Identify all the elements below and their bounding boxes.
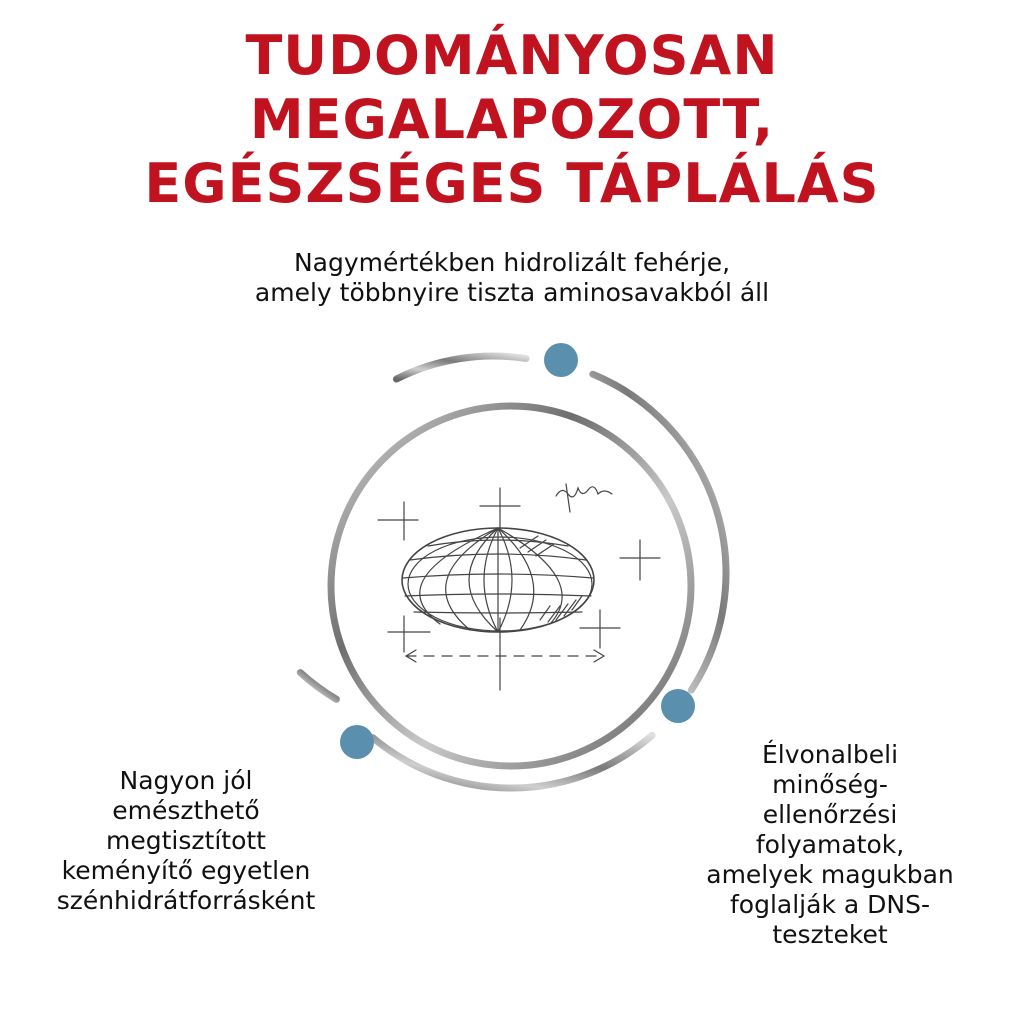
feature-quality-line: ellenőrzési <box>762 800 898 829</box>
kibble-diagram <box>280 330 740 810</box>
marker-right-dot-icon <box>661 689 695 723</box>
page-title <box>0 24 1024 216</box>
marker-left-dot-icon <box>340 725 374 759</box>
feature-starch-line: megtisztított <box>106 826 266 855</box>
feature-quality-line: foglalják a DNS- <box>730 890 930 919</box>
feature-starch-line: emészthető <box>112 796 260 825</box>
feature-protein-line: Nagymértékben hidrolizált fehérje, <box>293 248 731 277</box>
marker-top-dot-icon <box>544 343 578 377</box>
feature-starch-line: keményítő egyetlen <box>61 856 311 885</box>
feature-protein-line: amely többnyire tiszta aminosavakból áll <box>254 278 770 307</box>
feature-protein-text <box>212 248 812 308</box>
title-line-2: EGÉSZSÉGES TÁPLÁLÁS <box>144 152 880 215</box>
outer-ring-arc-right <box>593 374 726 690</box>
inner-ring <box>331 406 691 766</box>
outer-ring-arc-top <box>397 356 527 379</box>
feature-quality-line: amelyek magukban <box>706 860 954 889</box>
feature-starch-line: Nagyon jól <box>119 766 253 795</box>
feature-quality-line: minőség- <box>772 770 888 799</box>
feature-quality-line: folyamatok, <box>755 830 905 859</box>
outer-ring-arc-left <box>300 673 336 700</box>
kibble-sketch-icon <box>378 484 660 690</box>
feature-quality-line: Élvonalbeli <box>761 740 899 769</box>
outer-ring-arc-bottom <box>373 735 652 788</box>
feature-quality-line: teszteket <box>772 920 888 949</box>
title-line-1: TUDOMÁNYOSAN MEGALAPOZOTT, <box>245 24 779 151</box>
feature-starch-line: szénhidrátforrásként <box>56 886 316 915</box>
